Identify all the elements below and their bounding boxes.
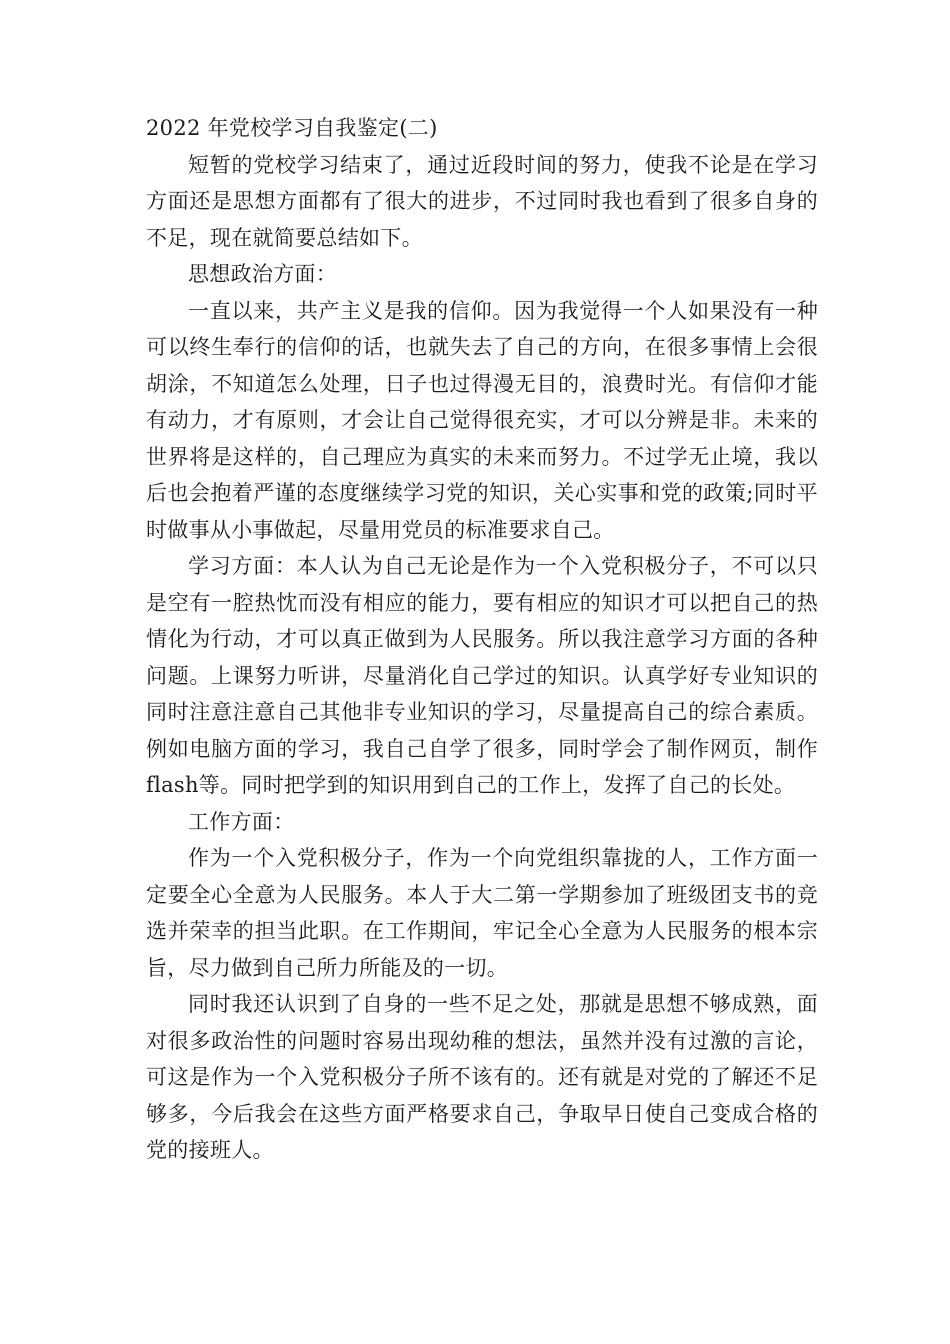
section-heading-political: 思想政治方面： (188, 262, 338, 286)
paragraph-political: 一直以来，共产主义是我的信仰。因为我觉得一个人如果没有一种可以终生奉行的信仰的话，也就失去了自己的方向，在很多事情上会很胡涂，不知道怎么处理，日子也过得漫无目的，浪费时光。有信仰才能有动力，才有原则，才会让自己觉得很充实，才可以分辨是非。未来的世界将是这样的，自己理应为真实的未来而努力。不过学无止境，我以后也会抱着严谨的态度继续学习党的知识，关心实事和党的政策;同时平时做事从小事做起，尽量用党员的标准要求自己。 (146, 298, 818, 542)
paragraph-shortcomings: 同时我还认识到了自身的一些不足之处，那就是思想不够成熟，面对很多政治性的问题时容易出现幼稚的想法，虽然并没有过激的言论，可这是作为一个入党积极分子所不该有的。还有就是对党的了解还不足够多，今后我会在这些方面严格要求自己，争取早日使自己变成合格的党的接班人。 (146, 992, 818, 1162)
paragraph-study: 学习方面：本人认为自己无论是作为一个入党积极分子，不可以只是空有一腔热忱而没有相应的能力，要有相应的知识才可以把自己的热情化为行动，才可以真正做到为人民服务。所以我注意学习方面的各种问题。上课努力听讲，尽量消化自己学过的知识。认真学好专业知识的同时注意注意自己其他非专业知识的学习，尽量提高自己的综合素质。例如电脑方面的学习，我自己自学了很多，同时学会了制作网页，制作 flash等。同时把学到的知识用到自己的工作上，发挥了自己的长处。 (146, 554, 818, 797)
paragraph-intro: 短暂的党校学习结束了，通过近段时间的努力，使我不论是在学习方面还是思想方面都有了很大的进步，不过同时我也看到了很多自身的不足，现在就简要总结如下。 (146, 152, 818, 250)
paragraph-work: 作为一个入党积极分子，作为一个向党组织靠拢的人，工作方面一定要全心全意为人民服务。本人于大二第一学期参加了班级团支书的竞选并荣幸的担当此职。在工作期间，牢记全心全意为人民服务的根本宗旨，尽力做到自己所力所能及的一切。 (146, 846, 818, 980)
document-body (146, 110, 818, 1169)
section-heading-work: 工作方面： (188, 809, 295, 834)
document-title: 2022 年党校学习自我鉴定(二) (146, 116, 438, 140)
